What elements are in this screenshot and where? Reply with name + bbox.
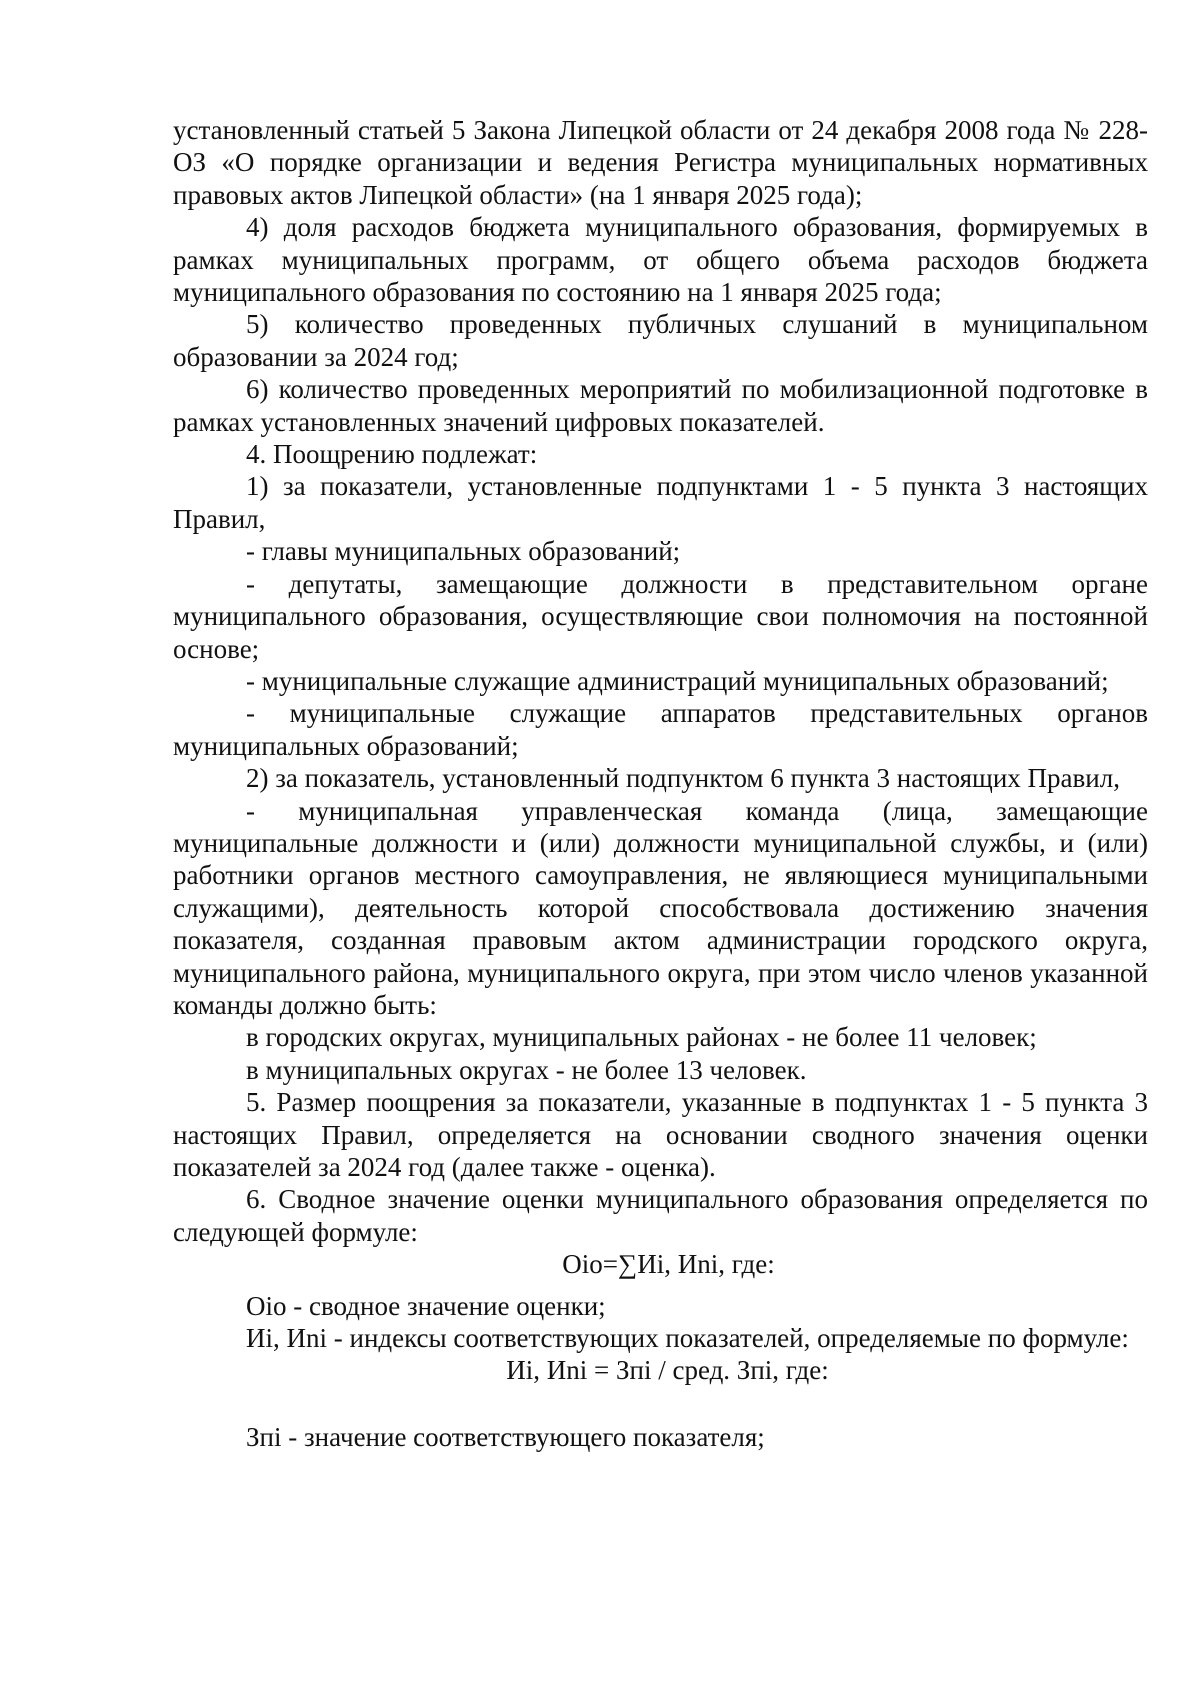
definition-indices: Иi, Иni - индексы соответствующих показателей, определяемые по формуле: [246, 1323, 1129, 1354]
spacer [173, 1387, 1148, 1421]
paragraph-admin-employees: - муниципальные служащие администраций муниципальных образований; [246, 665, 1109, 696]
formula-summary: Оiо=∑Иi, Иni, где: [562, 1249, 775, 1280]
paragraph-municipal-districts: в муниципальных округах - не более 13 человек. [246, 1054, 807, 1085]
paragraph-deputies: - депутаты, замещающие должности в представительном органе муниципального образования, осуществляющие свои полномочия на постоянной основе; [173, 568, 1148, 664]
paragraph-subitem-2: 2) за показатель, установленный подпунктом 6 пункта 3 настоящих Правил, [246, 763, 1120, 794]
paragraph-urban-districts: в городских округах, муниципальных районах - не более 11 человек; [246, 1022, 1037, 1053]
paragraph-item-6: 6) количество проведенных мероприятий по мобилизационной подготовке в рамках установленных значений цифровых показателей. [173, 374, 1148, 437]
paragraph-continuation: установленный статьей 5 Закона Липецкой области от 24 декабря 2008 года № 228-ОЗ «О порядке организации и ведения Регистра муниципальных нормативных правовых актов Липецкой области» (на 1 января 2025 года); [173, 115, 1148, 210]
paragraph-section-6: 6. Сводное значение оценки муниципального образования определяется по следующей формуле: [173, 1184, 1148, 1247]
paragraph-management-team: - муниципальная управленческая команда (лица, замещающие муниципальные должности и (или) должности муниципальной службы, и (или) работники органов местного самоуправления, не являющиеся муниципальными служащими), деятельность которой способствовала достижению значения показателя, созданная правовым актом администрации городского округа, муниципального района, муниципального округа, при этом число членов указанной команды должно быть: [173, 795, 1148, 1020]
formula-index: Иi, Иni = Зпi / сред. Зпi, где: [506, 1355, 829, 1386]
paragraph-section-5: 5. Размер поощрения за показатели, указанные в подпунктах 1 - 5 пункта 3 настоящих Правил, определяется на основании сводного значения оценки показателей за 2024 год (далее также - оценка). [173, 1087, 1148, 1182]
definition-indicator-value: Зпi - значение соответствующего показателя; [246, 1421, 765, 1452]
definition-summary-value: Оiо - сводное значение оценки; [246, 1290, 606, 1321]
paragraph-apparatus-employees: - муниципальные служащие аппаратов представительных органов муниципальных образований; [173, 698, 1148, 761]
paragraph-subitem-1: 1) за показатели, установленные подпунктами 1 - 5 пункта 3 настоящих Правил, [173, 471, 1148, 534]
paragraph-section-4: 4. Поощрению подлежат: [246, 439, 538, 470]
spacer [173, 1281, 1148, 1290]
paragraph-heads: - главы муниципальных образований; [246, 536, 681, 567]
paragraph-item-4: 4) доля расходов бюджета муниципального образования, формируемых в рамках муниципальных программ, от общего объема расходов бюджета муниципального образования по состоянию на 1 января 2025 года; [173, 212, 1148, 308]
paragraph-item-5: 5) количество проведенных публичных слушаний в муниципальном образовании за 2024 год; [173, 309, 1148, 372]
document-body [173, 114, 1148, 1453]
